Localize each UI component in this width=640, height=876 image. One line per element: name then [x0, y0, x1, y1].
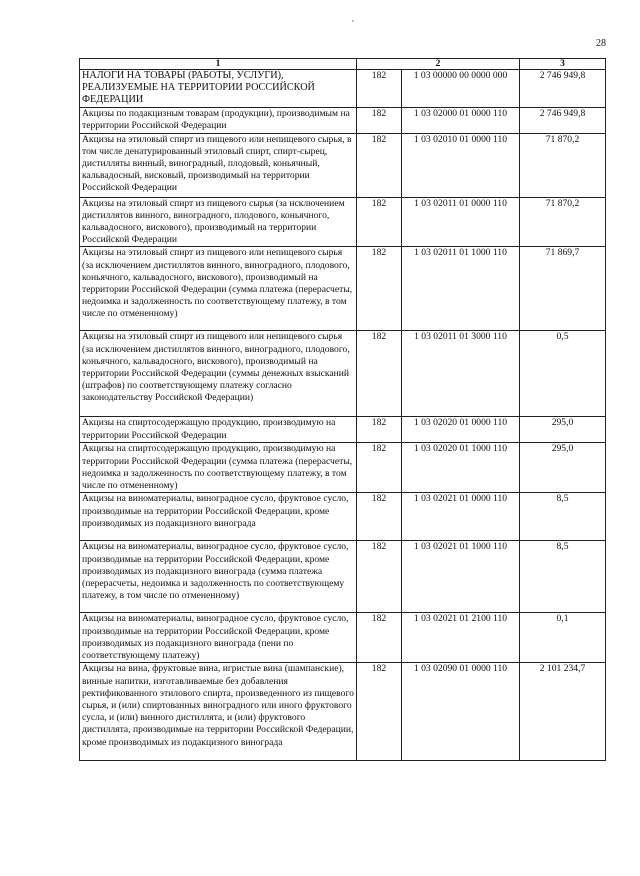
row-kbk-code: 1 03 02020 01 1000 110 [402, 443, 520, 493]
row-name: Акцизы на этиловый спирт из пищевого или непищевого сырья (за исключением дистиллятов винного, виноградного, плодового, коньячного, кальвадосного, вискового), производимый на территории Российской Федерации (суммы денежных взысканий (штрафов) по соответствующему платежу согласно законодательству Российской Федерации) [80, 331, 357, 417]
row-value: 2 746 949,8 [520, 107, 606, 133]
row-name: Акцизы на этиловый спирт из пищевого сырья (за исключением дистиллятов винного, виноградного, плодового, коньячного, кальвадосного, вискового), производимый на территории Российской Федерации [80, 197, 357, 247]
header-col-name: 1 [80, 59, 357, 70]
row-name: НАЛОГИ НА ТОВАРЫ (РАБОТЫ, УСЛУГИ), РЕАЛИЗУЕМЫЕ НА ТЕРРИТОРИИ РОССИЙСКОЙ ФЕДЕРАЦИИ [80, 70, 357, 108]
row-admin-code: 182 [357, 663, 402, 761]
row-value: 71 869,7 [520, 247, 606, 331]
row-kbk-code: 1 03 02000 01 0000 110 [402, 107, 520, 133]
table-row [80, 331, 606, 417]
table-row [80, 133, 606, 197]
row-admin-code: 182 [357, 197, 402, 247]
row-kbk-code: 1 03 02021 01 0000 110 [402, 493, 520, 541]
header-col-value: 3 [520, 59, 606, 70]
row-name: Акцизы на виноматериалы, виноградное сусло, фруктовое сусло, производимые на территории Российской Федерации, кроме производимых из подакцизного винограда [80, 493, 357, 541]
row-kbk-code: 1 03 02011 01 1000 110 [402, 247, 520, 331]
row-kbk-code: 1 03 02011 01 0000 110 [402, 197, 520, 247]
row-admin-code: 182 [357, 417, 402, 443]
page-number: 28 [596, 38, 606, 49]
row-value: 0,5 [520, 331, 606, 417]
table-row [80, 417, 606, 443]
row-name: Акцизы на этиловый спирт из пищевого или непищевого сырья, в том числе денатурированный этиловый спирт, спирт-сырец, дистилляты винный, виноградный, плодовый, коньячный, кальвадосный, висковый, производимый на территории Российской Федерации [80, 133, 357, 197]
row-value: 295,0 [520, 417, 606, 443]
header-col-code: 2 [357, 59, 520, 70]
row-value: 8,5 [520, 493, 606, 541]
table-row [80, 663, 606, 761]
row-admin-code: 182 [357, 493, 402, 541]
row-kbk-code: 1 03 02021 01 2100 110 [402, 613, 520, 663]
table-row [80, 541, 606, 613]
row-admin-code: 182 [357, 443, 402, 493]
row-value: 0,1 [520, 613, 606, 663]
row-kbk-code: 1 03 02021 01 1000 110 [402, 541, 520, 613]
table-row [80, 247, 606, 331]
row-kbk-code: 1 03 00000 00 0000 000 [402, 70, 520, 108]
row-kbk-code: 1 03 02090 01 0000 110 [402, 663, 520, 761]
revenue-table [79, 58, 606, 761]
row-admin-code: 182 [357, 70, 402, 108]
scan-mark [352, 20, 354, 22]
row-admin-code: 182 [357, 331, 402, 417]
row-value: 8,5 [520, 541, 606, 613]
row-value: 71 870,2 [520, 197, 606, 247]
row-name: Акцизы на виноматериалы, виноградное сусло, фруктовое сусло, производимые на территории Российской Федерации, кроме производимых из подакцизного винограда (сумма платежа (перерасчеты, недоимка и задолженность по соответствующему платежу, в том числе по отмененному) [80, 541, 357, 613]
table-header-row [80, 59, 606, 70]
row-name: Акцизы на спиртосодержащую продукцию, производимую на территории Российской Федерации (сумма платежа (перерасчеты, недоимка и задолженность по соответствующему платежу, в том числе по отмененному) [80, 443, 357, 493]
row-kbk-code: 1 03 02010 01 0000 110 [402, 133, 520, 197]
table-row [80, 493, 606, 541]
row-admin-code: 182 [357, 107, 402, 133]
row-admin-code: 182 [357, 613, 402, 663]
row-name: Акцизы на виноматериалы, виноградное сусло, фруктовое сусло, производимые на территории Российской Федерации, кроме производимых из подакцизного винограда (пени по соответствующему платежу) [80, 613, 357, 663]
row-admin-code: 182 [357, 247, 402, 331]
row-name: Акцизы на спиртосодержащую продукцию, производимую на территории Российской Федерации [80, 417, 357, 443]
row-kbk-code: 1 03 02011 01 3000 110 [402, 331, 520, 417]
row-admin-code: 182 [357, 541, 402, 613]
row-admin-code: 182 [357, 133, 402, 197]
row-value: 2 101 234,7 [520, 663, 606, 761]
table-row [80, 443, 606, 493]
table-row [80, 197, 606, 247]
row-name: Акцизы на этиловый спирт из пищевого или непищевого сырья (за исключением дистиллятов винного, виноградного, плодового, коньячного, кальвадосного, вискового), производимый на территории Российской Федерации (сумма платежа (перерасчеты, недоимка и задолженность по соответствующему платежу, в том числе по отмененному) [80, 247, 357, 331]
row-value: 295,0 [520, 443, 606, 493]
row-value: 2 746 949,8 [520, 70, 606, 108]
table-row [80, 107, 606, 133]
table-row [80, 613, 606, 663]
row-name: Акцизы по подакцизным товарам (продукции), производимым на территории Российской Федерации [80, 107, 357, 133]
table-row [80, 70, 606, 108]
row-name: Акцизы на вина, фруктовые вина, игристые вина (шампанские), винные напитки, изготавливаемые без добавления ректификованного этилового спирта, произведенного из пищевого сырья, и (или) спиртованных виноградного или иного фруктового сусла, и (или) винного дистиллята, и (или) фруктового дистиллята, производимые на территории Российской Федерации, кроме производимых из подакцизного винограда [80, 663, 357, 761]
row-value: 71 870,2 [520, 133, 606, 197]
row-kbk-code: 1 03 02020 01 0000 110 [402, 417, 520, 443]
